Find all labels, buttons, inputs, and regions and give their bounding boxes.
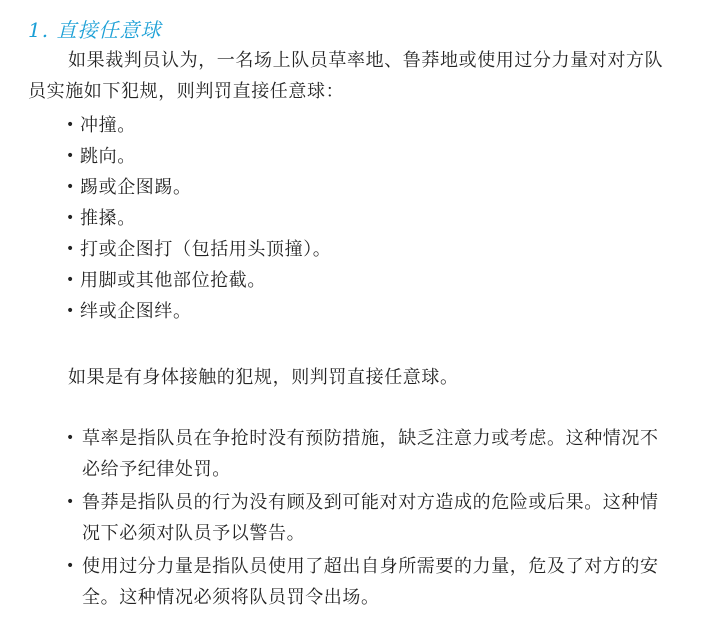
foul-list-item xyxy=(66,172,331,203)
foul-list-item xyxy=(66,234,331,265)
foul-list-item xyxy=(66,296,331,327)
bullet-icon: • xyxy=(66,430,75,446)
foul-text: 推搡。 xyxy=(80,208,136,229)
bullet-icon: • xyxy=(66,241,75,257)
foul-text: 踢或企图踢。 xyxy=(80,177,192,198)
definition-text: 使用过分力量是指队员使用了超出自身所需要的力量，危及了对方的安全。这种情况必须将队员罚令出场。 xyxy=(82,556,659,608)
definition-text: 鲁莽是指队员的行为没有顾及到可能对对方造成的危险或后果。这种情况下必须对队员予以警告。 xyxy=(82,492,659,544)
definition-careless xyxy=(66,423,666,485)
foul-list xyxy=(66,110,331,327)
foul-text: 打或企图打（包括用头顶撞）。 xyxy=(80,239,332,260)
section-heading: 1. 直接任意球 xyxy=(28,18,162,42)
definition-list xyxy=(66,423,666,615)
foul-list-item xyxy=(66,141,331,172)
foul-text: 用脚或其他部位抢截。 xyxy=(80,270,266,291)
definition-excessive-force xyxy=(66,551,666,613)
foul-text: 跳向。 xyxy=(80,146,136,167)
definition-text: 草率是指队员在争抢时没有预防措施，缺乏注意力或考虑。这种情况不必给予纪律处罚。 xyxy=(82,428,659,480)
bullet-icon: • xyxy=(66,558,75,574)
definition-reckless xyxy=(66,487,666,549)
bullet-icon: • xyxy=(66,272,75,288)
foul-list-item xyxy=(66,110,331,141)
foul-list-item xyxy=(66,203,331,234)
intro-paragraph: 如果裁判员认为，一名场上队员草率地、鲁莽地或使用过分力量对对方队员实施如下犯规，则判罚直接任意球： xyxy=(28,50,664,102)
bullet-icon: • xyxy=(66,494,75,510)
bullet-icon: • xyxy=(66,210,75,226)
foul-text: 冲撞。 xyxy=(80,115,136,136)
foul-list-item xyxy=(66,265,331,296)
bullet-icon: • xyxy=(66,148,75,164)
contact-paragraph: 如果是有身体接触的犯规，则判罚直接任意球。 xyxy=(68,367,459,388)
bullet-icon: • xyxy=(66,117,75,133)
bullet-icon: • xyxy=(66,179,75,195)
bullet-icon: • xyxy=(66,303,75,319)
foul-text: 绊或企图绊。 xyxy=(80,301,192,322)
